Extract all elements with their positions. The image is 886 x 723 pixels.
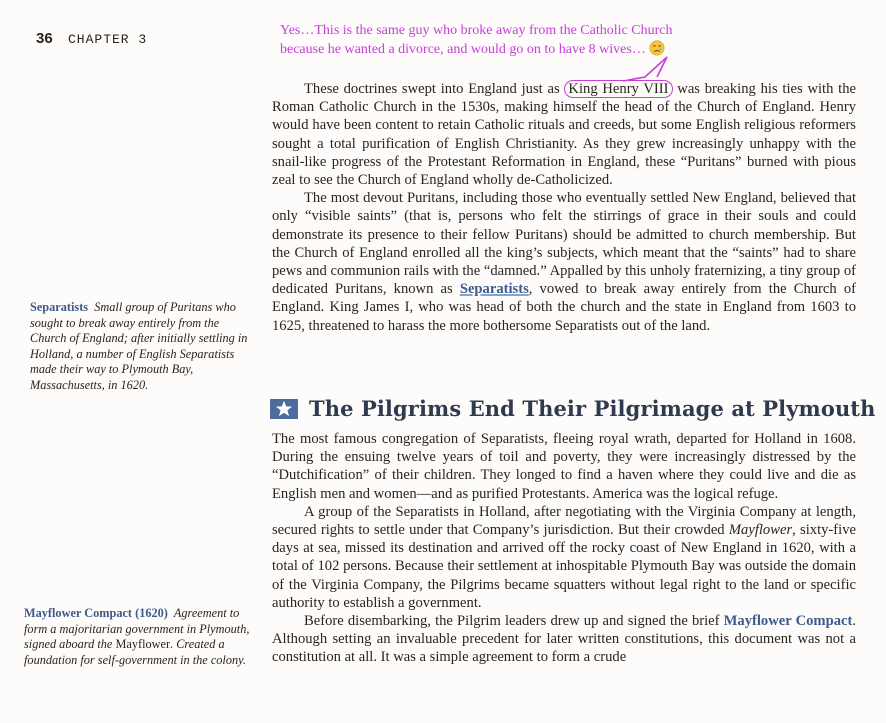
section-heading — [270, 396, 875, 421]
annotation-line-2: because he wanted a divorce, and would go on to have 8 wives… — [280, 42, 646, 57]
annotation-line-1: Yes…This is the same guy who broke away from the Catholic Church — [280, 23, 673, 38]
ship-name-mayflower: Mayflower — [728, 522, 793, 539]
glossary-term: Mayflower Compact (1620) — [24, 606, 168, 620]
term-mayflower-compact: Mayflower Compact — [723, 613, 853, 630]
paragraph-famous-congregation: The most famous congregation of Separatists, fleeing royal wrath, departed for Holland in 1608. During the ensuing twelve years of toil and poverty, they were increasingly distressed by the “Dutchification” of their children. They longed to find a haven where they could live and die as English men and women—and as purified Protestants. America was the logical refuge. — [272, 431, 856, 502]
glossary-note-separatists — [30, 300, 252, 394]
paragraph-doctrines: These doctrines swept into England just as King Henry VIII was breaking his ties with the Roman Catholic Church in the 1530s, making himself the head of the Church of England. Henry would have been content to retain Catholic rituals and creeds, but some English religious reformers sought a total purification of English Christianity. As they grew increasingly unhappy with the snail-like progress of the Protestant Reformation in England, these “Puritans” burned with pious zeal to see the Church of England wholly de-Catholicized. — [272, 81, 856, 189]
term-separatists: Separatists — [459, 281, 529, 298]
paragraph-disembarking: Before disembarking, the Pilgrim leaders drew up and signed the brief Mayflower Compact. Although setting an invaluable precedent for later written constitutions, this document was not a constitution at all. It was a simple agreement to form a crude — [272, 613, 856, 666]
crying-face-icon — [649, 40, 665, 56]
chapter-label: CHAPTER 3 — [68, 32, 148, 47]
page-number: 36 — [36, 30, 53, 47]
paragraph-devout-puritans: The most devout Puritans, including those who eventually settled New England, believed that only “visible saints” (that is, persons who felt the stirrings of grace in their souls and could demonstrate its presence to their fellow Puritans) should be admitted to church membership. But the Church of England enrolled all the king’s subjects, which meant that the “saints” had to share pews and communion rails with the “damned.” Appalled by this unholy fraternizing, a tiny group of dedicated Puritans, known as Separatists, vowed to break away entirely from the Church of England. King James I, who was head of both the church and the state in England from 1603 to 1625, threatened to harass the more bothersome Separatists out of the land. — [272, 190, 856, 334]
star-icon — [270, 399, 298, 419]
glossary-term: Separatists — [30, 300, 89, 314]
heading-title: The Pilgrims End Their Pilgrimage at Plymouth — [309, 396, 876, 421]
glossary-definition: Agreement to form a majoritarian government in Plymouth, signed aboard the — [24, 606, 250, 652]
glossary-definition: Small group of Puritans who sought to break away entirely from the Church of England; after initially settling in Holland, a number of English Separatists made their way to Plymouth Bay, Massachusetts, in 1620. — [30, 300, 248, 392]
glossary-ship-name: Mayflower — [115, 637, 171, 652]
paragraph-virginia-company: A group of the Separatists in Holland, after negotiating with the Virginia Company at length, secured rights to settle under that Company’s jurisdiction. But their crowded Mayflower, sixty-five days at sea, missed its destination and arrived off the rocky coast of New England in 1620, with a total of 102 persons. Because their settlement at inhospitable Plymouth Bay was outside the domain of the Virginia Company, the Pilgrims became squatters without legal right to the land or specific authority to establish a government. — [272, 503, 856, 611]
glossary-note-mayflower-compact: Mayflower Compact (1620) Agreement to form a majoritarian government in Plymouth, signed aboard the Mayflower. Created a foundation for self-government in the colony. — [24, 606, 250, 667]
body-section-puritans — [272, 80, 856, 335]
circled-king-henry: King Henry VIII — [564, 80, 672, 98]
body-section-pilgrims — [272, 430, 856, 667]
margin-annotation — [280, 22, 750, 59]
